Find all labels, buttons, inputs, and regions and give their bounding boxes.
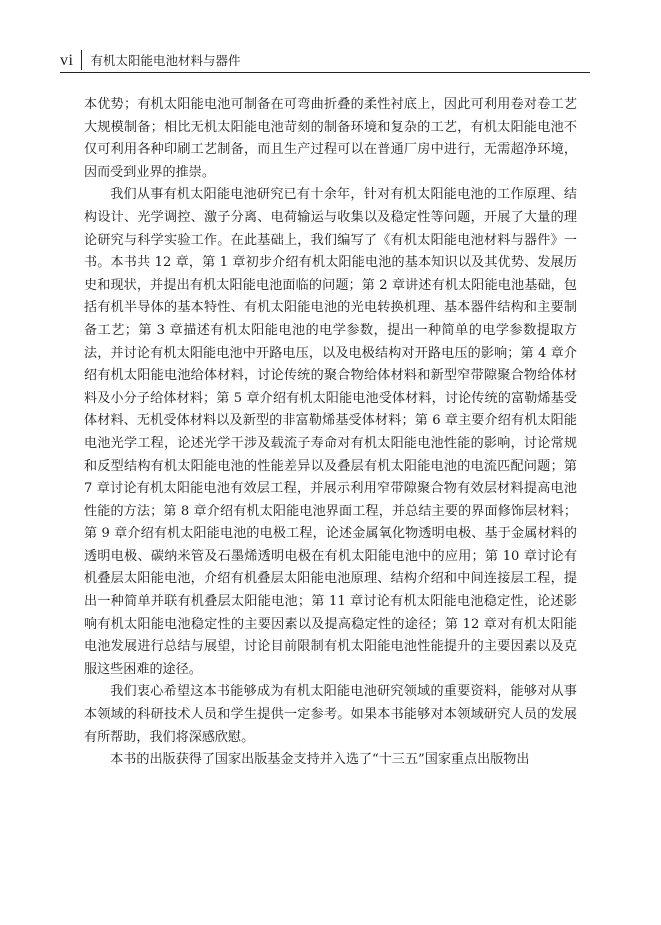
header-separator <box>81 50 82 70</box>
body-text <box>84 94 577 772</box>
paragraph-hope: 我们衷心希望这本书能够成为有机太阳能电池研究领域的重要资料，能够对从事本领域的科研技术人员和学生提供一定参考。如果本书能够对本领域研究人员的发展有所帮助，我们将深感欣慰。 <box>84 684 577 745</box>
paragraph-funding: 本书的出版获得了国家出版基金支持并入选了“十三五”国家重点出版物出 <box>110 752 530 768</box>
paragraph-continuation: 本优势；有机太阳能电池可制备在可弯曲折叠的柔性衬底上，因此可利用卷对卷工艺大规模制备；相比无机太阳能电池苛刻的制备环境和复杂的工艺，有机太阳能电池不仅可利用各种印刷工艺制备，而且生产过程可以在普通厂房中进行，无需超净环境，因而受到业界的推崇。 <box>84 97 577 180</box>
header-rule <box>60 72 590 73</box>
paragraph-book-overview: 我们从事有机太阳能电池研究已有十余年，针对有机太阳能电池的工作原理、结构设计、光学调控、激子分离、电荷输运与收集以及稳定性等问题，开展了大量的理论研究与科学实验工作。在此基础上，我们编写了《有机太阳能电池材料与器件》一书。本书共 12 章，第 1 章初步介绍有机太阳能电池的基本知识以及其优势、发展历史和现状，并提出有机太阳能电池面临的问题；第 2 章讲述有机太阳能电池基础，包括有机半导体的基本特性、有机太阳能电池的光电转换机理、基本器件结构和主要制备工艺；第 3 章描述有机太阳能电池的电学参数，提出一种简单的电学参数提取方法，并讨论有机太阳能电池中开路电压，以及电极结构对开路电压的影响；第 4 章介绍有机太阳能电池给体材料，讨论传统的聚合物给体材料和新型窄带隙聚合物给体材料及小分子给体材料；第 5 章介绍有机太阳能电池受体材料，讨论传统的富勒烯基受体材料、无机受体材料以及新型的非富勒烯基受体材料；第 6 章主要介绍有机太阳能电池光学工程，论述光学干涉及载流子寿命对有机太阳能电池性能的影响，讨论常规和反型结构有机太阳能电池的性能差异以及叠层有机太阳能电池的电流匹配问题；第 7 章讨论有机太阳能电池有效层工程，并展示利用窄带隙聚合物有效层材料提高电池性能的方法；第 8 章介绍有机太阳能电池界面工程，并总结主要的界面修饰层材料；第 9 章介绍有机太阳能电池的电极工程，论述金属氧化物透明电极、基于金属材料的透明电极、碳纳米管及石墨烯透明电极在有机太阳能电池中的应用；第 10 章讨论有机叠层太阳能电池，介绍有机叠层太阳能电池原理、结构介绍和中间连接层工程，提出一种简单并联有机叠层太阳能电池；第 11 章讨论有机太阳能电池稳定性，论述影响有机太阳能电池稳定性的主要因素以及提高稳定性的途径；第 12 章对有机太阳能电池发展进行总结与展望，讨论目前限制有机太阳能电池性能提升的主要因素以及克服这些困难的途径。 <box>84 187 577 677</box>
running-header <box>60 48 240 70</box>
page-number: vi <box>60 52 74 69</box>
running-title: 有机太阳能电池材料与器件 <box>90 53 241 68</box>
